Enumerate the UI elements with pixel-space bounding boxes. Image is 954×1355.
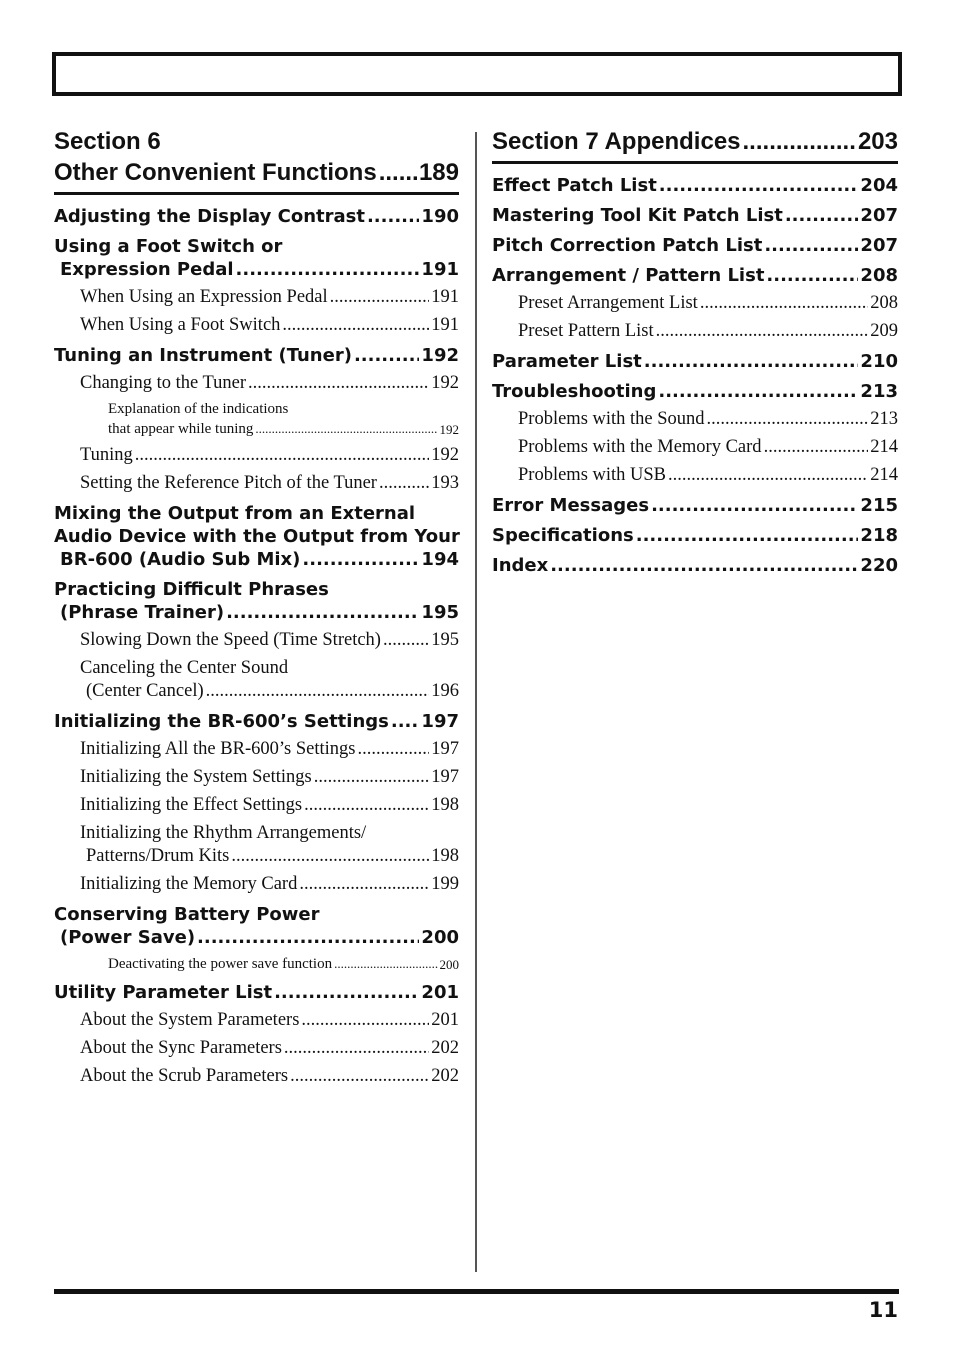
dot-leader xyxy=(700,292,868,315)
dot-leader xyxy=(334,954,437,974)
toc-entry-title: Preset Pattern List xyxy=(518,321,654,341)
section-6-label: Section 6 xyxy=(54,128,161,155)
dot-leader xyxy=(656,320,869,343)
dot-leader xyxy=(743,126,856,157)
dot-leader xyxy=(367,205,419,228)
toc-entry[interactable] xyxy=(492,174,898,197)
toc-entry-title: Changing to the Tuner xyxy=(80,373,246,393)
toc-entry-row xyxy=(518,436,898,459)
toc-entry-page: 202 xyxy=(431,1066,459,1086)
toc-entry-row xyxy=(518,408,898,431)
section-6-heading xyxy=(54,126,459,195)
toc-entry-row xyxy=(80,1009,459,1032)
toc-entry-page: 213 xyxy=(860,381,898,402)
toc-entry-title: Problems with the Memory Card xyxy=(518,437,762,457)
toc-entry-page: 214 xyxy=(870,437,898,457)
toc-entry[interactable] xyxy=(80,873,459,896)
toc-entry-row xyxy=(492,204,898,227)
toc-entry-page: 220 xyxy=(860,555,898,576)
dot-leader xyxy=(383,629,429,652)
dot-leader xyxy=(668,464,868,487)
toc-entry-page: 201 xyxy=(431,1010,459,1030)
toc-entry-title: Setting the Reference Pitch of the Tuner xyxy=(80,473,377,493)
toc-entry-title: Initializing the Memory Card xyxy=(80,874,298,894)
toc-entry-title: Index xyxy=(492,555,549,576)
toc-entry-line: Audio Device with the Output from Your xyxy=(54,526,460,547)
toc-entry-page: 190 xyxy=(421,206,459,227)
toc-entry[interactable] xyxy=(54,710,459,733)
toc-entry[interactable] xyxy=(80,286,459,309)
toc-entry-row xyxy=(54,981,459,1004)
toc-entry-page: 199 xyxy=(431,874,459,894)
toc-entry-page: 215 xyxy=(860,495,898,516)
toc-entry-title: Problems with the Sound xyxy=(518,409,705,429)
toc-entry-row xyxy=(54,601,459,624)
dot-leader xyxy=(764,436,869,459)
toc-entry-page: 209 xyxy=(870,321,898,341)
toc-entry-line: Practicing Difficult Phrases xyxy=(54,579,329,600)
toc-entry-row xyxy=(54,926,459,949)
dot-leader xyxy=(248,372,429,395)
toc-entry[interactable] xyxy=(80,444,459,467)
toc-entry[interactable] xyxy=(54,903,459,949)
toc-entry-row xyxy=(492,234,898,257)
section-7-heading xyxy=(492,126,898,164)
toc-entry[interactable] xyxy=(518,408,898,431)
toc-entry-page: 200 xyxy=(421,927,459,948)
toc-entry-title: Problems with USB xyxy=(518,465,667,485)
toc-entry-page: 196 xyxy=(431,681,459,701)
toc-entry-title: Patterns/Drum Kits xyxy=(86,846,230,866)
toc-entry-page: 193 xyxy=(431,473,459,493)
toc-entry[interactable] xyxy=(492,380,898,403)
toc-entry-row xyxy=(492,380,898,403)
dot-leader xyxy=(135,444,429,467)
dot-leader xyxy=(231,845,429,868)
dot-leader xyxy=(658,380,858,403)
toc-entry-line: Conserving Battery Power xyxy=(54,904,320,925)
toc-entry[interactable] xyxy=(54,981,459,1004)
toc-entry[interactable] xyxy=(492,524,898,547)
toc-entry[interactable] xyxy=(54,235,459,281)
toc-entry[interactable] xyxy=(492,350,898,373)
toc-entry-row xyxy=(108,954,459,974)
toc-entry-page: 198 xyxy=(431,795,459,815)
toc-entry[interactable] xyxy=(492,264,898,287)
dot-leader xyxy=(651,494,858,517)
toc-entry-page: 204 xyxy=(860,175,898,196)
toc-entry-title: Tuning an Instrument (Tuner) xyxy=(54,345,352,366)
toc-entry-row xyxy=(80,314,459,337)
toc-entry-row xyxy=(492,554,898,577)
toc-entries-left xyxy=(54,205,459,1088)
toc-entry-row xyxy=(492,494,898,517)
toc-entry-row xyxy=(518,464,898,487)
dot-leader xyxy=(357,738,429,761)
toc-entry[interactable] xyxy=(54,344,459,367)
column-divider xyxy=(475,132,477,1272)
dot-leader xyxy=(764,234,858,257)
toc-left-column xyxy=(54,126,459,1088)
toc-entry-page: 191 xyxy=(421,259,459,280)
toc-entry-row xyxy=(518,292,898,315)
toc-entry-title: Arrangement / Pattern List xyxy=(492,265,765,286)
dot-leader xyxy=(379,472,429,495)
toc-entry-row xyxy=(80,873,459,896)
toc-entry-title: Pitch Correction Patch List xyxy=(492,235,763,256)
toc-entry-title: that appear while tuning xyxy=(108,421,254,437)
toc-entry-title: Parameter List xyxy=(492,351,642,372)
toc-entry-row xyxy=(54,548,459,571)
toc-entry-page: 195 xyxy=(421,602,459,623)
toc-entry-title: About the System Parameters xyxy=(80,1010,300,1030)
section-6-page: 189 xyxy=(418,159,459,186)
toc-entry-line: Using a Foot Switch or xyxy=(54,236,283,257)
toc-entry-page: 191 xyxy=(431,287,459,307)
header-box xyxy=(52,52,902,96)
toc-entry-title: Slowing Down the Speed (Time Stretch) xyxy=(80,630,381,650)
toc-entry-page: 202 xyxy=(431,1038,459,1058)
toc-entry-row xyxy=(80,1037,459,1060)
dot-leader xyxy=(274,981,419,1004)
toc-entry-title: When Using an Expression Pedal xyxy=(80,287,328,307)
dot-leader xyxy=(290,1065,429,1088)
toc-entry-row xyxy=(54,710,459,733)
dot-leader xyxy=(302,548,419,571)
section-7-title-row xyxy=(492,126,898,157)
toc-entry[interactable] xyxy=(492,554,898,577)
toc-entry-page: 197 xyxy=(431,739,459,759)
toc-entry[interactable] xyxy=(80,629,459,652)
toc-entry-row xyxy=(54,344,459,367)
toc-entry-title: Error Messages xyxy=(492,495,650,516)
dot-leader xyxy=(301,1009,429,1032)
toc-entry-page: 192 xyxy=(431,373,459,393)
toc-right-column xyxy=(492,126,898,580)
footer-rule xyxy=(54,1289,899,1294)
toc-entry-page: 207 xyxy=(860,235,898,256)
toc-entry-title: Mastering Tool Kit Patch List xyxy=(492,205,783,226)
toc-entry-row xyxy=(80,738,459,761)
toc-entry-row xyxy=(80,286,459,309)
toc-entry[interactable] xyxy=(518,464,898,487)
toc-entry[interactable] xyxy=(80,1009,459,1032)
toc-entry-line: Canceling the Center Sound xyxy=(80,658,289,678)
toc-entry[interactable] xyxy=(518,436,898,459)
toc-entry[interactable] xyxy=(80,738,459,761)
toc-entry[interactable] xyxy=(80,472,459,495)
toc-entry-page: 207 xyxy=(860,205,898,226)
dot-leader xyxy=(226,601,419,624)
toc-entry-row xyxy=(80,680,459,703)
toc-entry-page: 201 xyxy=(421,982,459,1003)
toc-entry-title: Initializing the Effect Settings xyxy=(80,795,303,815)
toc-entry-title: Deactivating the power save function xyxy=(108,956,333,972)
toc-entry[interactable] xyxy=(492,204,898,227)
toc-entry-title: (Power Save) xyxy=(60,927,196,948)
dot-leader xyxy=(785,204,859,227)
toc-entry[interactable] xyxy=(80,314,459,337)
toc-entry[interactable] xyxy=(492,234,898,257)
toc-entry-page: 195 xyxy=(431,630,459,650)
toc-entry-row xyxy=(54,258,459,281)
dot-leader xyxy=(304,794,429,817)
toc-entry-title: Adjusting the Display Contrast xyxy=(54,206,365,227)
dot-leader xyxy=(379,157,417,188)
dot-leader xyxy=(282,314,429,337)
toc-entry-page: 197 xyxy=(431,767,459,787)
dot-leader xyxy=(314,766,430,789)
section-6-title: Other Convenient Functions xyxy=(54,159,377,186)
dot-leader xyxy=(550,554,858,577)
dot-leader xyxy=(197,926,419,949)
toc-entry-title: Initializing All the BR-600’s Settings xyxy=(80,739,356,759)
toc-entry[interactable] xyxy=(518,292,898,315)
toc-entry-row xyxy=(492,350,898,373)
toc-entry-page: 208 xyxy=(870,293,898,313)
dot-leader xyxy=(284,1037,429,1060)
toc-entry-row xyxy=(108,419,459,439)
dot-leader xyxy=(659,174,859,197)
toc-entry-row xyxy=(80,372,459,395)
toc-entry[interactable] xyxy=(54,502,459,571)
toc-entry[interactable] xyxy=(80,1065,459,1088)
toc-entry-line: Initializing the Rhythm Arrangements/ xyxy=(80,823,367,843)
toc-entry-title: Utility Parameter List xyxy=(54,982,273,1003)
toc-entry-page: 198 xyxy=(431,846,459,866)
toc-entry-page: 191 xyxy=(431,315,459,335)
toc-entry[interactable] xyxy=(108,954,459,974)
toc-entry[interactable] xyxy=(80,766,459,789)
toc-entries-right xyxy=(492,174,898,577)
toc-entry-row xyxy=(80,1065,459,1088)
toc-entry[interactable] xyxy=(492,494,898,517)
toc-entry-row xyxy=(80,794,459,817)
toc-entry-title: Initializing the System Settings xyxy=(80,767,312,787)
toc-entry-title: BR-600 (Audio Sub Mix) xyxy=(60,549,301,570)
dot-leader xyxy=(636,524,859,547)
toc-entry[interactable] xyxy=(80,822,459,868)
toc-entry-row xyxy=(80,766,459,789)
toc-entry[interactable] xyxy=(80,657,459,703)
dot-leader xyxy=(255,419,437,439)
toc-entry-page: 208 xyxy=(860,265,898,286)
toc-entry[interactable] xyxy=(518,320,898,343)
toc-entry-title: Expression Pedal xyxy=(60,259,234,280)
toc-entry-page: 197 xyxy=(421,711,459,732)
toc-entry-page: 218 xyxy=(860,525,898,546)
toc-entry[interactable] xyxy=(80,794,459,817)
toc-entry-title: About the Scrub Parameters xyxy=(80,1066,289,1086)
dot-leader xyxy=(644,350,859,373)
dot-leader xyxy=(299,873,429,896)
toc-entry-title: Effect Patch List xyxy=(492,175,657,196)
dot-leader xyxy=(236,258,420,281)
toc-entry-row xyxy=(492,264,898,287)
toc-entry-title: Troubleshooting xyxy=(492,381,657,402)
toc-entry-page: 213 xyxy=(870,409,898,429)
toc-entry-page: 192 xyxy=(439,422,459,437)
toc-entry-row xyxy=(80,472,459,495)
toc-entry-row xyxy=(492,524,898,547)
dot-leader xyxy=(330,286,430,309)
toc-entry-title: Tuning xyxy=(80,445,133,465)
toc-entry[interactable] xyxy=(80,1037,459,1060)
page-number: 11 xyxy=(868,1298,898,1322)
toc-entry-title: Preset Arrangement List xyxy=(518,293,698,313)
toc-entry-row xyxy=(80,444,459,467)
toc-entry-title: (Center Cancel) xyxy=(86,681,204,701)
toc-entry-title: Initializing the BR-600’s Settings xyxy=(54,711,389,732)
dot-leader xyxy=(206,680,430,703)
toc-entry-line: Explanation of the indications xyxy=(108,401,289,417)
toc-entry-page: 200 xyxy=(439,957,459,972)
section-7-page: 203 xyxy=(857,128,898,155)
dot-leader xyxy=(766,264,858,287)
toc-entry-row xyxy=(80,845,459,868)
toc-entry-row xyxy=(80,629,459,652)
toc-entry-row xyxy=(518,320,898,343)
toc-entry-page: 192 xyxy=(431,445,459,465)
toc-entry-page: 194 xyxy=(421,549,459,570)
section-7-title: Section 7 Appendices xyxy=(492,128,741,155)
dot-leader xyxy=(354,344,419,367)
toc-entry-title: Specifications xyxy=(492,525,634,546)
toc-entry[interactable] xyxy=(54,205,459,228)
toc-entry-title: (Phrase Trainer) xyxy=(60,602,225,623)
dot-leader xyxy=(391,710,420,733)
toc-entry-page: 210 xyxy=(860,351,898,372)
toc-entry-line: Mixing the Output from an External xyxy=(54,503,416,524)
toc-entry-page: 214 xyxy=(870,465,898,485)
dot-leader xyxy=(707,408,869,431)
toc-entry-row xyxy=(492,174,898,197)
section-6-title-row xyxy=(54,157,459,188)
toc-entry-page: 192 xyxy=(421,345,459,366)
toc-entry[interactable] xyxy=(108,400,459,439)
toc-entry-row xyxy=(54,205,459,228)
toc-entry-title: When Using a Foot Switch xyxy=(80,315,281,335)
toc-entry-title: About the Sync Parameters xyxy=(80,1038,282,1058)
toc-entry[interactable] xyxy=(80,372,459,395)
toc-entry[interactable] xyxy=(54,578,459,624)
